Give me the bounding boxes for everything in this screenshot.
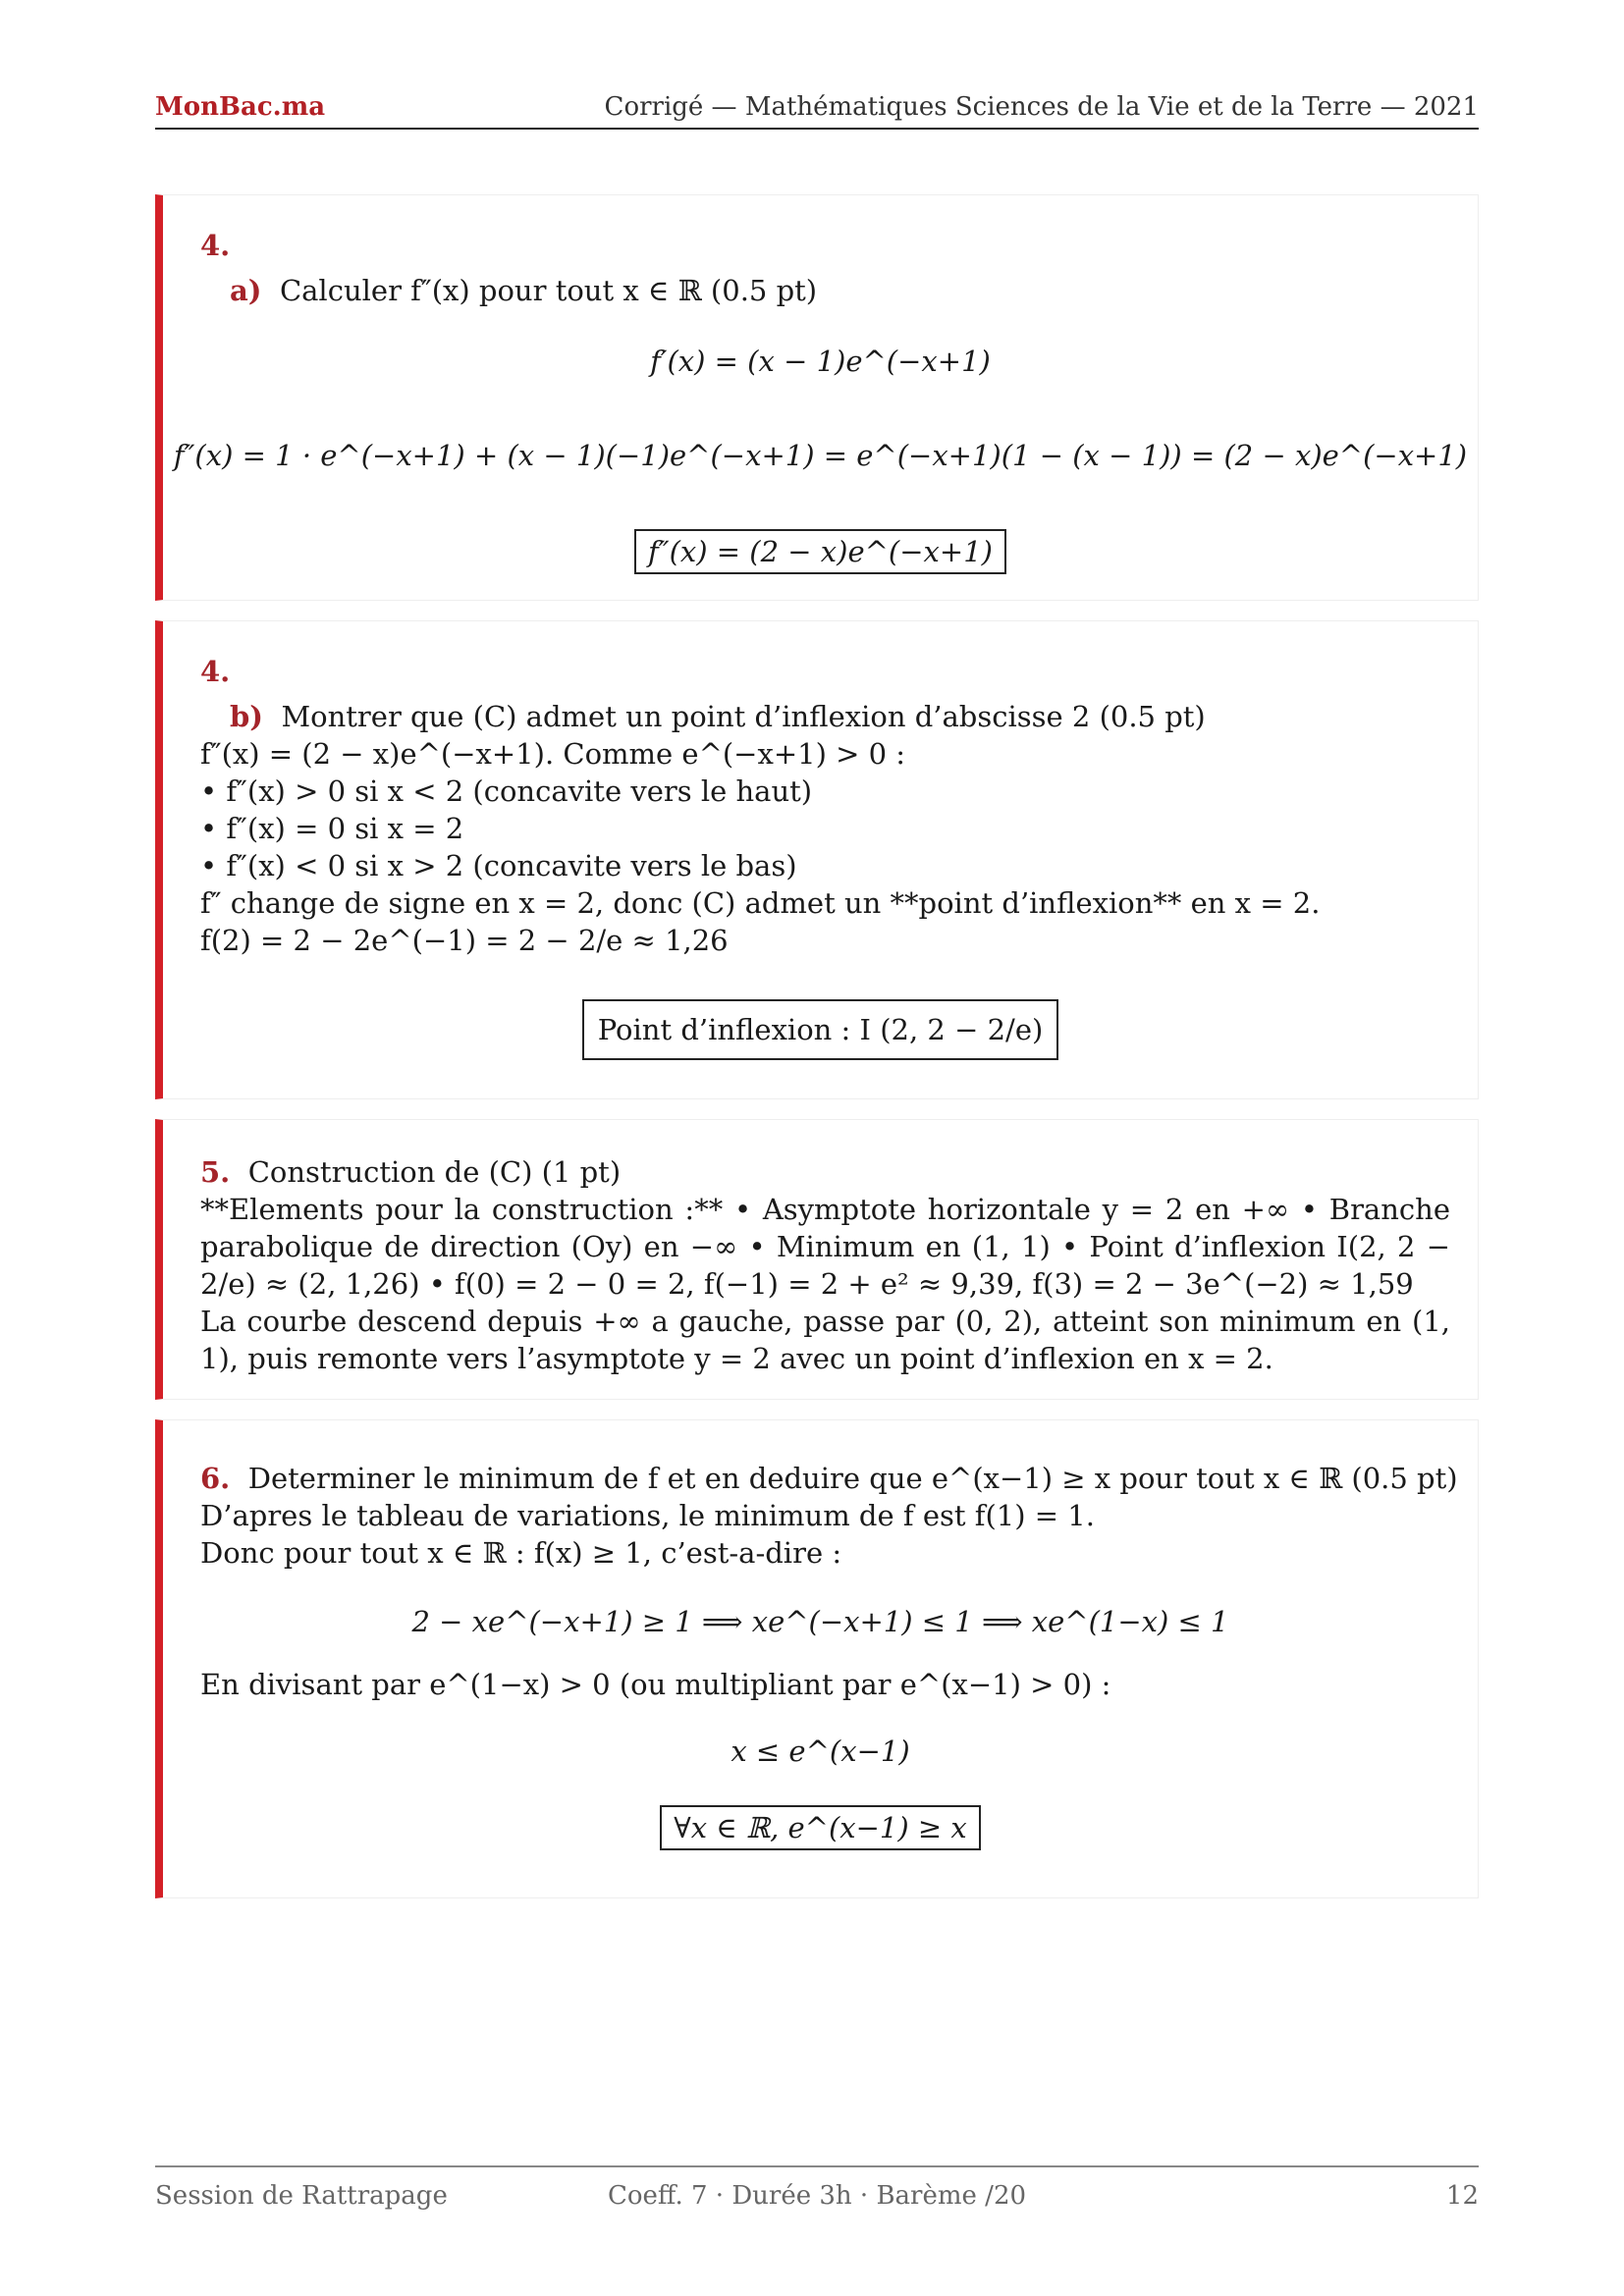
footer-session: Session de Rattrapage	[155, 2181, 448, 2211]
equation-first-derivative: f′(x) = (x − 1)e^(−x+1)	[650, 345, 991, 378]
document-title: Corrigé — Mathématiques Sciences de la Vie et de la Terre — 2021	[604, 92, 1479, 122]
section-4a	[155, 194, 1479, 601]
bullet-item: • f″(x) = 0 si x = 2	[200, 812, 464, 845]
part-label: a)	[230, 274, 262, 307]
question-prompt: Calculer f″(x) pour tout x ∈ ℝ (0.5 pt)	[279, 274, 818, 307]
construction-elements: **Elements pour la construction :** • Asymptote horizontale y = 2 en +∞ • Branche parabolique de direction (Oy) en −∞ • Minimum en (1, 1) • Point d’inflexion I(2, 2 − 2/e) ≈ (2, 1,26) • f(0) = 2 − 0 = 2, f(−1) = 2 + e² ≈ 9,39, f(3) = 2 − 3e^(−2) ≈ 1,59	[200, 1193, 1450, 1301]
section-number: 4.	[200, 655, 231, 688]
inequality-result: x ≤ e^(x−1)	[731, 1735, 910, 1768]
text-line: D’apres le tableau de variations, le minimum de f est f(1) = 1.	[200, 1499, 1095, 1532]
inequality-chain: 2 − xe^(−x+1) ≥ 1 ⟹ xe^(−x+1) ≤ 1 ⟹ xe^(1−x) ≤ 1	[411, 1605, 1229, 1638]
section-number: 6.	[200, 1462, 231, 1495]
text-line: f″(x) = (2 − x)e^(−x+1). Comme e^(−x+1) > 0 :	[200, 737, 906, 771]
equation-second-derivative: f″(x) = 1 · e^(−x+1) + (x − 1)(−1)e^(−x+1) = e^(−x+1)(1 − (x − 1)) = (2 − x)e^(−x+1)	[173, 439, 1468, 472]
page-header	[155, 90, 1479, 130]
part-label: b)	[230, 700, 263, 733]
text-line: f″ change de signe en x = 2, donc (C) admet un **point d’inflexion** en x = 2.	[200, 886, 1321, 920]
brand-logo-text[interactable]: MonBac.ma	[155, 92, 326, 122]
page-number: 12	[1445, 2181, 1479, 2211]
footer-info: Coeff. 7 · Durée 3h · Barème /20	[607, 2181, 1027, 2211]
section-5	[155, 1119, 1479, 1400]
section-number: 4.	[200, 229, 231, 262]
question-prompt: Construction de (C) (1 pt)	[247, 1155, 622, 1189]
boxed-result: Point d’inflexion : I (2, 2 − 2/e)	[582, 999, 1059, 1060]
curve-description: La courbe descend depuis +∞ a gauche, passe par (0, 2), atteint son minimum en (1, 1), puis remonte vers l’asymptote y = 2 avec un point d’inflexion en x = 2.	[200, 1305, 1450, 1375]
section-number: 5.	[200, 1155, 231, 1189]
section-6	[155, 1419, 1479, 1898]
bullet-item: • f″(x) > 0 si x < 2 (concavite vers le haut)	[200, 774, 813, 808]
text-line: f(2) = 2 − 2e^(−1) = 2 − 2/e ≈ 1,26	[200, 924, 729, 957]
text-line: En divisant par e^(1−x) > 0 (ou multipliant par e^(x−1) > 0) :	[200, 1668, 1111, 1701]
question-prompt: Determiner le minimum de f et en deduire que e^(x−1) ≥ x pour tout x ∈ ℝ (0.5 pt)	[247, 1462, 1458, 1495]
question-prompt: Montrer que (C) admet un point d’inflexion d’abscisse 2 (0.5 pt)	[281, 700, 1206, 733]
bullet-item: • f″(x) < 0 si x > 2 (concavite vers le bas)	[200, 849, 797, 882]
text-line: Donc pour tout x ∈ ℝ : f(x) ≥ 1, c’est-a-dire :	[200, 1536, 842, 1570]
section-4b	[155, 620, 1479, 1099]
page-footer	[155, 2165, 1479, 2211]
boxed-result: f″(x) = (2 − x)e^(−x+1)	[634, 529, 1006, 574]
boxed-result: ∀x ∈ ℝ, e^(x−1) ≥ x	[660, 1805, 981, 1850]
